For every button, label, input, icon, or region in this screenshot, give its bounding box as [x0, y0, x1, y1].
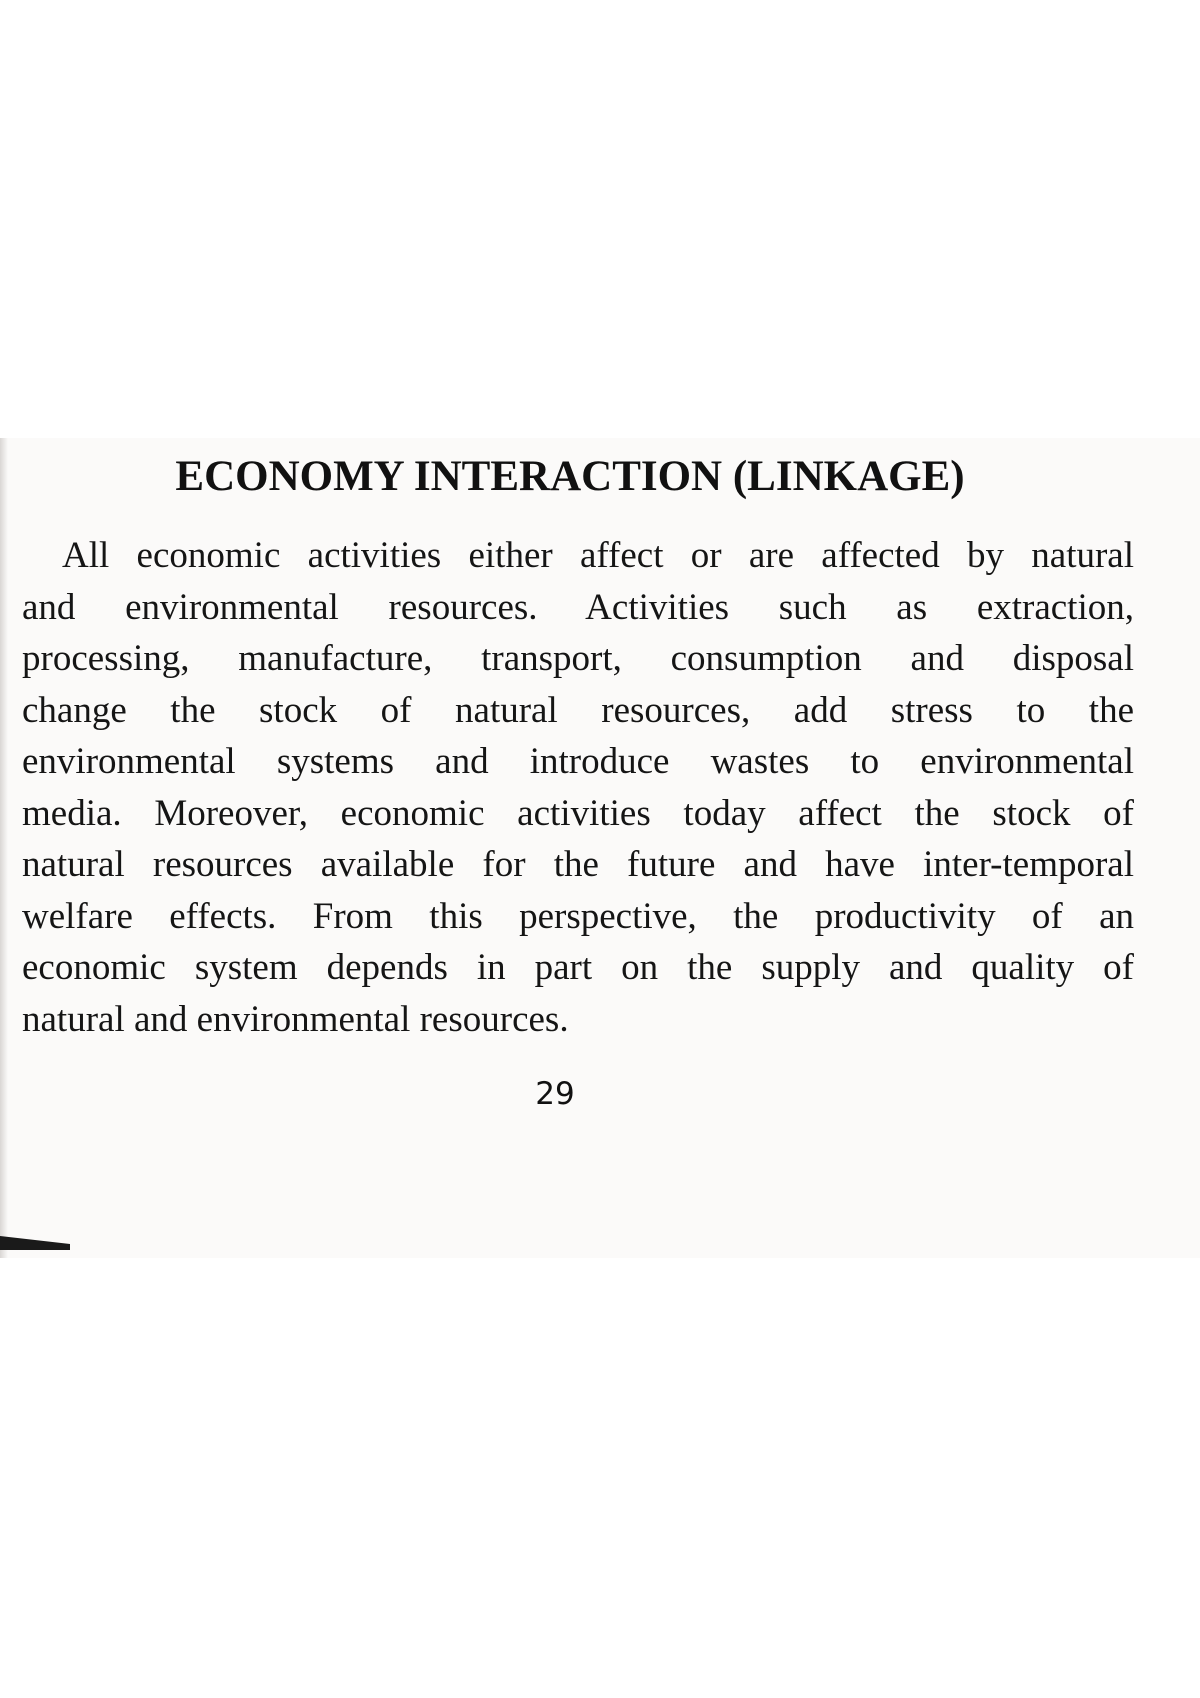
page-number: 29 — [535, 1076, 575, 1112]
paragraph-line: welfare effects. From this perspective, the productivity of an — [22, 895, 1134, 937]
paragraph-line: and environmental resources. Activities such as extraction, — [22, 586, 1134, 628]
section-heading: ECONOMY INTERACTION (LINKAGE) — [175, 453, 965, 500]
paragraph-line: natural resources available for the future and have inter-temporal — [22, 844, 1134, 885]
paragraph-line: economic system depends in part on the supply and quality of — [22, 947, 1134, 988]
scan-corner-mark — [0, 1236, 70, 1250]
paragraph-line: processing, manufacture, transport, consumption and disposal — [22, 638, 1134, 679]
paragraph-line: media. Moreover, economic activities today affect the stock of — [22, 792, 1134, 834]
body-paragraph — [22, 530, 1134, 1045]
paragraph-line: change the stock of natural resources, add stress to the — [22, 689, 1134, 731]
paragraph-line: natural and environmental resources. — [22, 998, 569, 1040]
page-edge-shadow — [0, 438, 8, 1258]
paragraph-line: All economic activities either affect or are affected by natural — [62, 535, 1134, 576]
paragraph-line: environmental systems and introduce wastes to environmental — [22, 741, 1134, 782]
